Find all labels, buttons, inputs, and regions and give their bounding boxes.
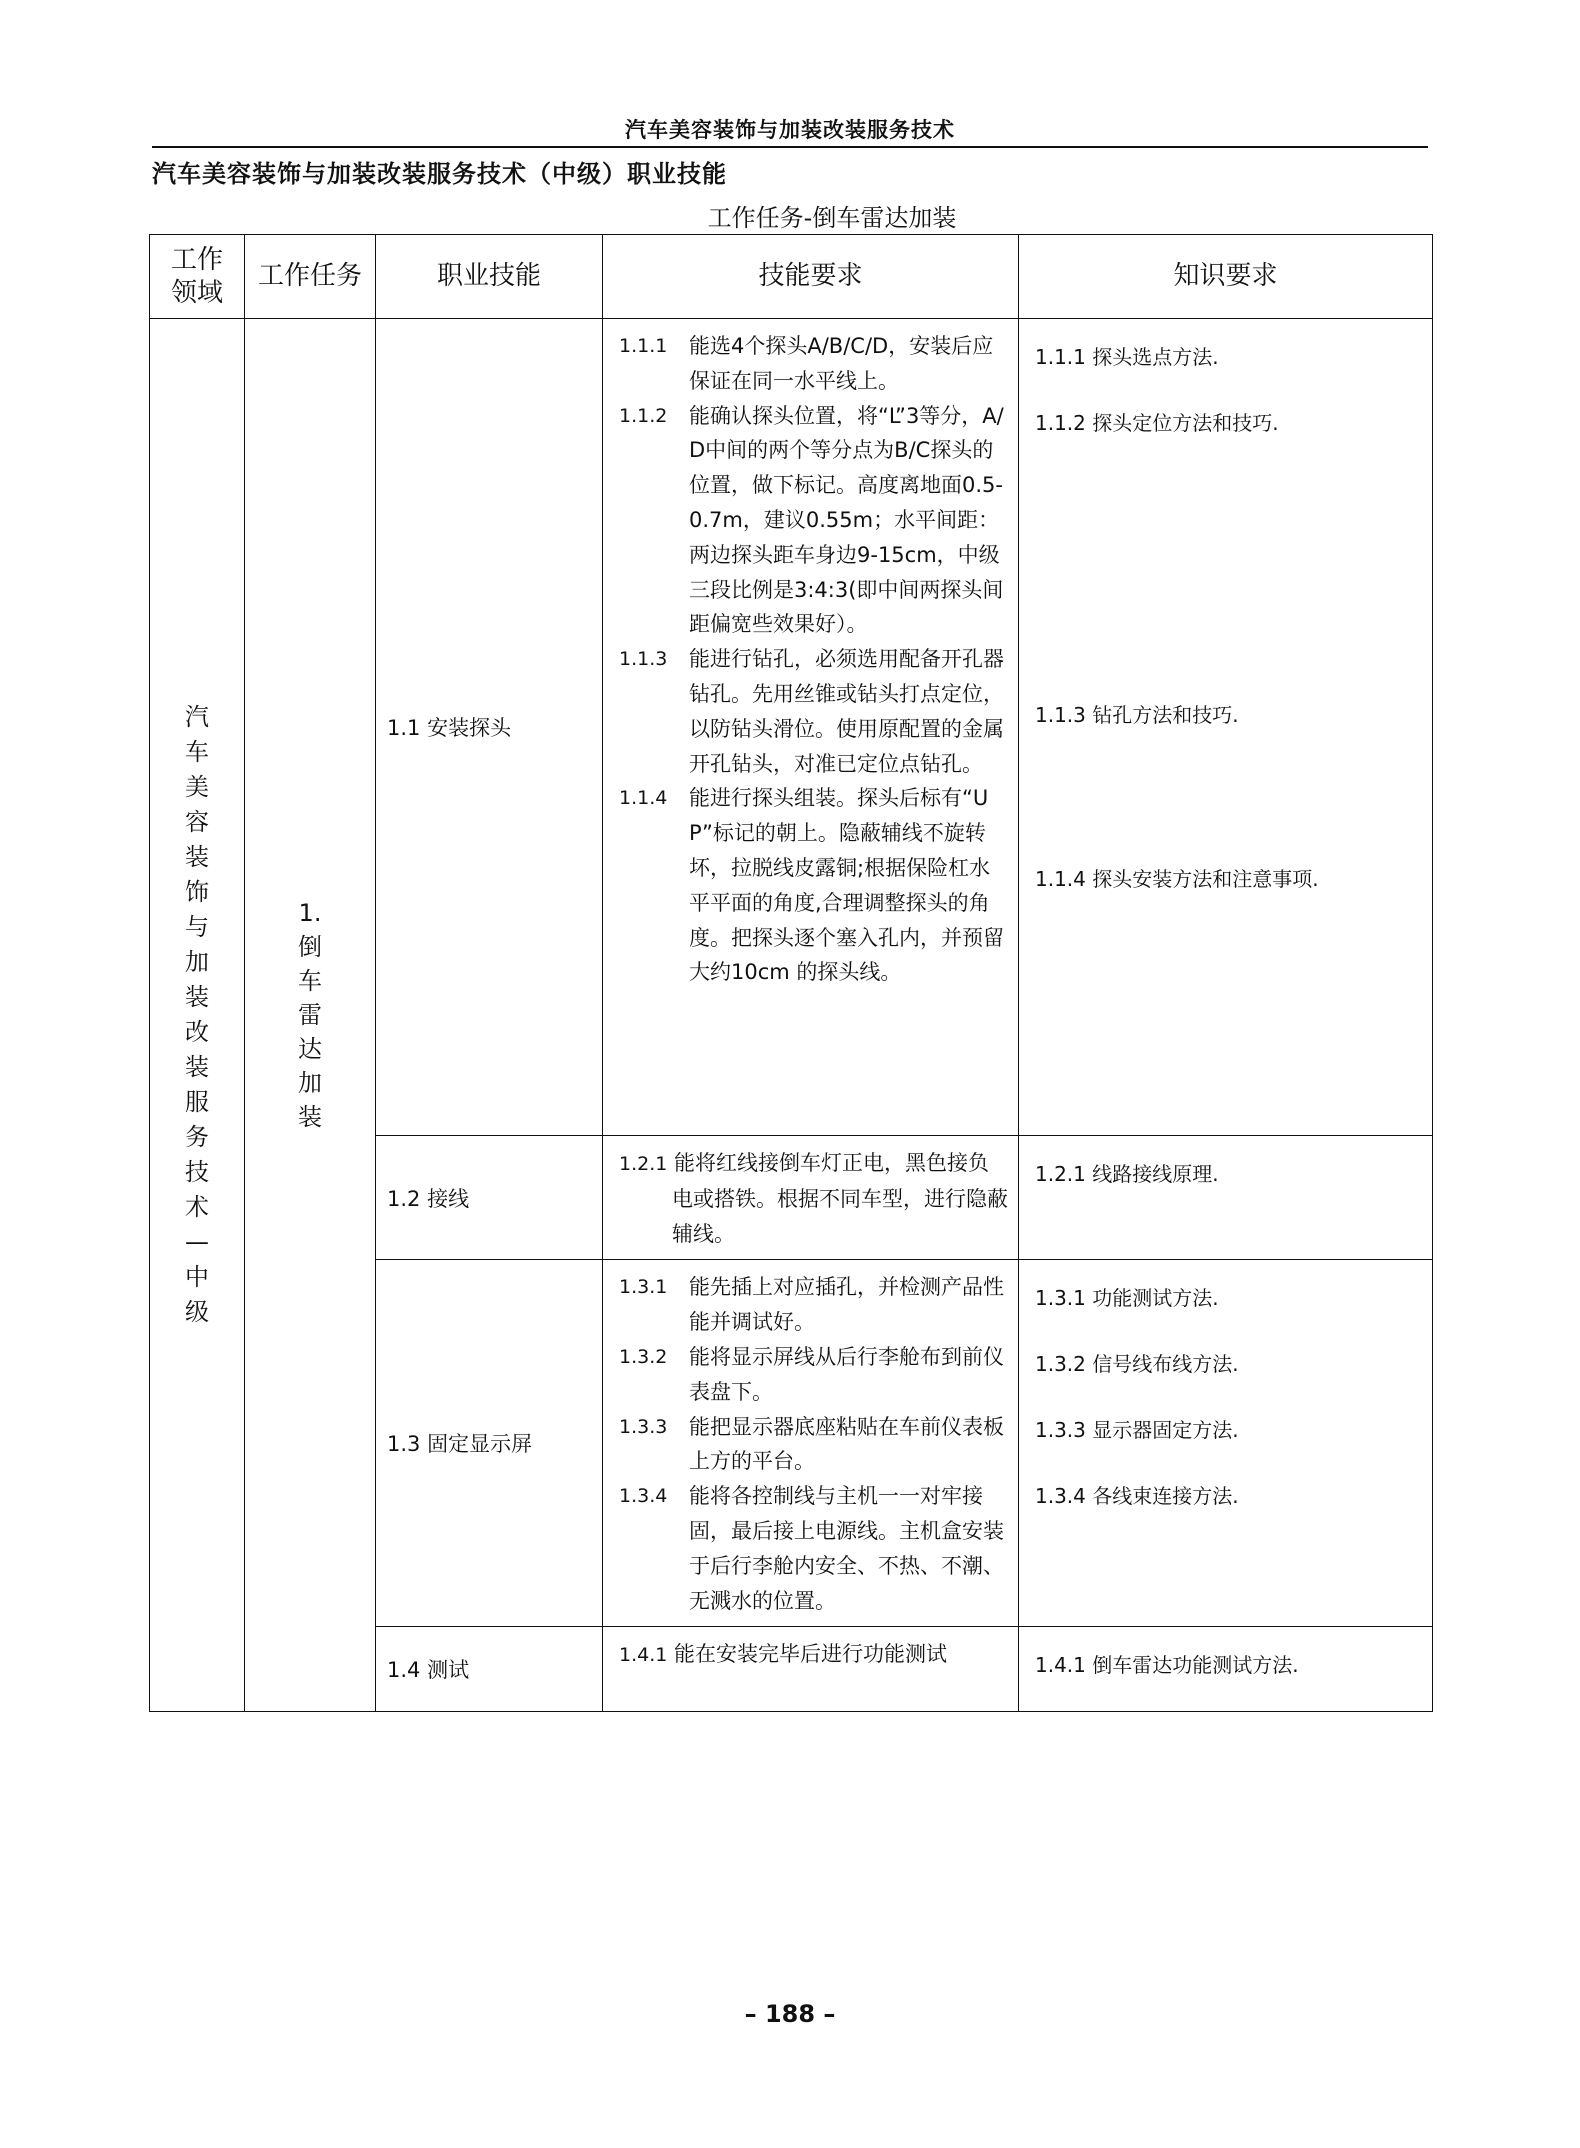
requirement-number: 1.3.4 bbox=[619, 1485, 668, 1508]
requirement-text: 能将显示屏线从后行李舱布到前仪表盘下。 bbox=[689, 1344, 1004, 1404]
requirement-number: 1.1.3 bbox=[619, 648, 668, 671]
knowledge-item: 1.3.1 功能测试方法. bbox=[1035, 1286, 1219, 1311]
work-task-cell bbox=[245, 319, 376, 1712]
knowledge-item: 1.2.1 线路接线原理. bbox=[1035, 1162, 1219, 1186]
skills-table bbox=[149, 234, 1433, 1712]
knowledge-requirements-cell bbox=[1019, 1260, 1433, 1627]
skill-requirements-cell bbox=[603, 1260, 1019, 1627]
skill-cell: 1.4 测试 bbox=[376, 1627, 603, 1712]
requirement-number: 1.1.4 bbox=[619, 787, 668, 810]
header-skill: 职业技能 bbox=[376, 235, 603, 319]
knowledge-item: 1.1.2 探头定位方法和技巧. bbox=[1035, 411, 1279, 435]
requirement-number: 1.3.1 bbox=[619, 1276, 668, 1299]
header-task: 工作任务 bbox=[245, 235, 376, 319]
knowledge-item: 1.1.3 钻孔方法和技巧. bbox=[1035, 703, 1239, 727]
requirement-text: 能确认探头位置，将“L”3等分，A/D中间的两个等分点为B/C探头的位置，做下标记。高度离地面0.5-0.7m，建议0.55m；水平间距：两边探头距车身边9-15cm，中级三段比例是3:4:3(即中间两探头间距偏宽些效果好）。 bbox=[689, 403, 1004, 637]
skill-cell: 1.1 安装探头 bbox=[376, 319, 603, 1136]
knowledge-requirements-cell bbox=[1019, 319, 1433, 1136]
requirement-number: 1.4.1 bbox=[619, 1644, 668, 1667]
knowledge-requirements-cell bbox=[1019, 1627, 1433, 1712]
requirement-text: 能把显示器底座粘贴在车前仪表板上方的平台。 bbox=[689, 1414, 1004, 1474]
requirement-item bbox=[619, 399, 1008, 643]
document-title: 汽车美容装饰与加装改装服务技术（中级）职业技能 bbox=[152, 160, 727, 188]
knowledge-item: 1.4.1 倒车雷达功能测试方法. bbox=[1035, 1653, 1299, 1678]
requirement-text: 能进行钻孔，必须选用配备开孔器钻孔。先用丝锥或钻头打点定位，以防钻头滑位。使用原配置的金属开孔钻头，对准已定位点钻孔。 bbox=[689, 647, 1004, 776]
requirement-number: 1.3.3 bbox=[619, 1415, 668, 1438]
requirement-item bbox=[619, 329, 1008, 399]
table-header-row bbox=[150, 235, 1433, 319]
requirement-item bbox=[619, 1270, 1008, 1340]
page-number: – 188 – bbox=[744, 2000, 836, 2028]
task-title bbox=[152, 198, 1428, 233]
requirement-number: 1.2.1 bbox=[619, 1153, 668, 1175]
page-header: 汽车美容装饰与加装改装服务技术 bbox=[625, 118, 955, 142]
task-title-text: 工作任务-倒车雷达加装 bbox=[707, 204, 957, 232]
header-knowledge-requirements: 知识要求 bbox=[1019, 235, 1433, 319]
requirement-item bbox=[619, 1479, 1008, 1618]
requirement-item bbox=[619, 1146, 1008, 1251]
work-task-text: 1.倒车雷达加装 bbox=[298, 898, 322, 1131]
knowledge-item: 1.3.4 各线束连接方法. bbox=[1035, 1484, 1239, 1509]
requirement-item bbox=[619, 1340, 1008, 1410]
requirement-text: 能将红线接倒车灯正电，黑色接负电或搭铁。根据不同车型，进行隐蔽辅线。 bbox=[672, 1151, 1008, 1246]
requirement-item bbox=[619, 1637, 1008, 1673]
requirement-number: 1.3.2 bbox=[619, 1345, 668, 1368]
requirement-text: 能进行探头组装。探头后标有“UP”标记的朝上。隐蔽辅线不旋转坏，拉脱线皮露铜;根据保险杠水平平面的角度,合理调整探头的角度。把探头逐个塞入孔内，并预留大约10cm 的探头线。 bbox=[689, 786, 1004, 985]
header-skill-requirements: 技能要求 bbox=[603, 235, 1019, 319]
skill-requirements-cell bbox=[603, 1627, 1019, 1712]
skill-cell: 1.2 接线 bbox=[376, 1136, 603, 1260]
skill-cell: 1.3 固定显示屏 bbox=[376, 1260, 603, 1627]
knowledge-item: 1.1.1 探头选点方法. bbox=[1035, 345, 1219, 369]
requirement-number: 1.1.1 bbox=[619, 335, 668, 357]
requirement-text: 能选4个探头A/B/C/D，安装后应保证在同一水平线上。 bbox=[689, 334, 994, 393]
knowledge-item: 1.1.4 探头安装方法和注意事项. bbox=[1035, 867, 1319, 891]
header-domain: 工作领域 bbox=[150, 235, 245, 319]
knowledge-item: 1.3.3 显示器固定方法. bbox=[1035, 1418, 1239, 1443]
header-divider bbox=[152, 146, 1428, 148]
requirement-item bbox=[619, 1410, 1008, 1480]
knowledge-item: 1.3.2 信号线布线方法. bbox=[1035, 1352, 1239, 1377]
requirement-text: 能将各控制线与主机一一对牢接固，最后接上电源线。主机盒安装于后行李舱内安全、不热、不潮、无溅水的位置。 bbox=[689, 1484, 1004, 1613]
work-domain-text: 汽车美容装饰与加装改装服务技术—中级 bbox=[185, 703, 209, 1327]
requirement-text: 能在安装完毕后进行功能测试 bbox=[674, 1642, 948, 1667]
table-row bbox=[150, 319, 1433, 1136]
requirement-number: 1.1.2 bbox=[619, 404, 668, 427]
requirement-item bbox=[619, 642, 1008, 781]
skill-requirements-cell bbox=[603, 1136, 1019, 1260]
work-domain-cell bbox=[150, 319, 245, 1712]
skill-requirements-cell bbox=[603, 319, 1019, 1136]
knowledge-requirements-cell bbox=[1019, 1136, 1433, 1260]
requirement-text: 能先插上对应插孔，并检测产品性能并调试好。 bbox=[689, 1275, 1004, 1335]
requirement-item bbox=[619, 781, 1008, 990]
